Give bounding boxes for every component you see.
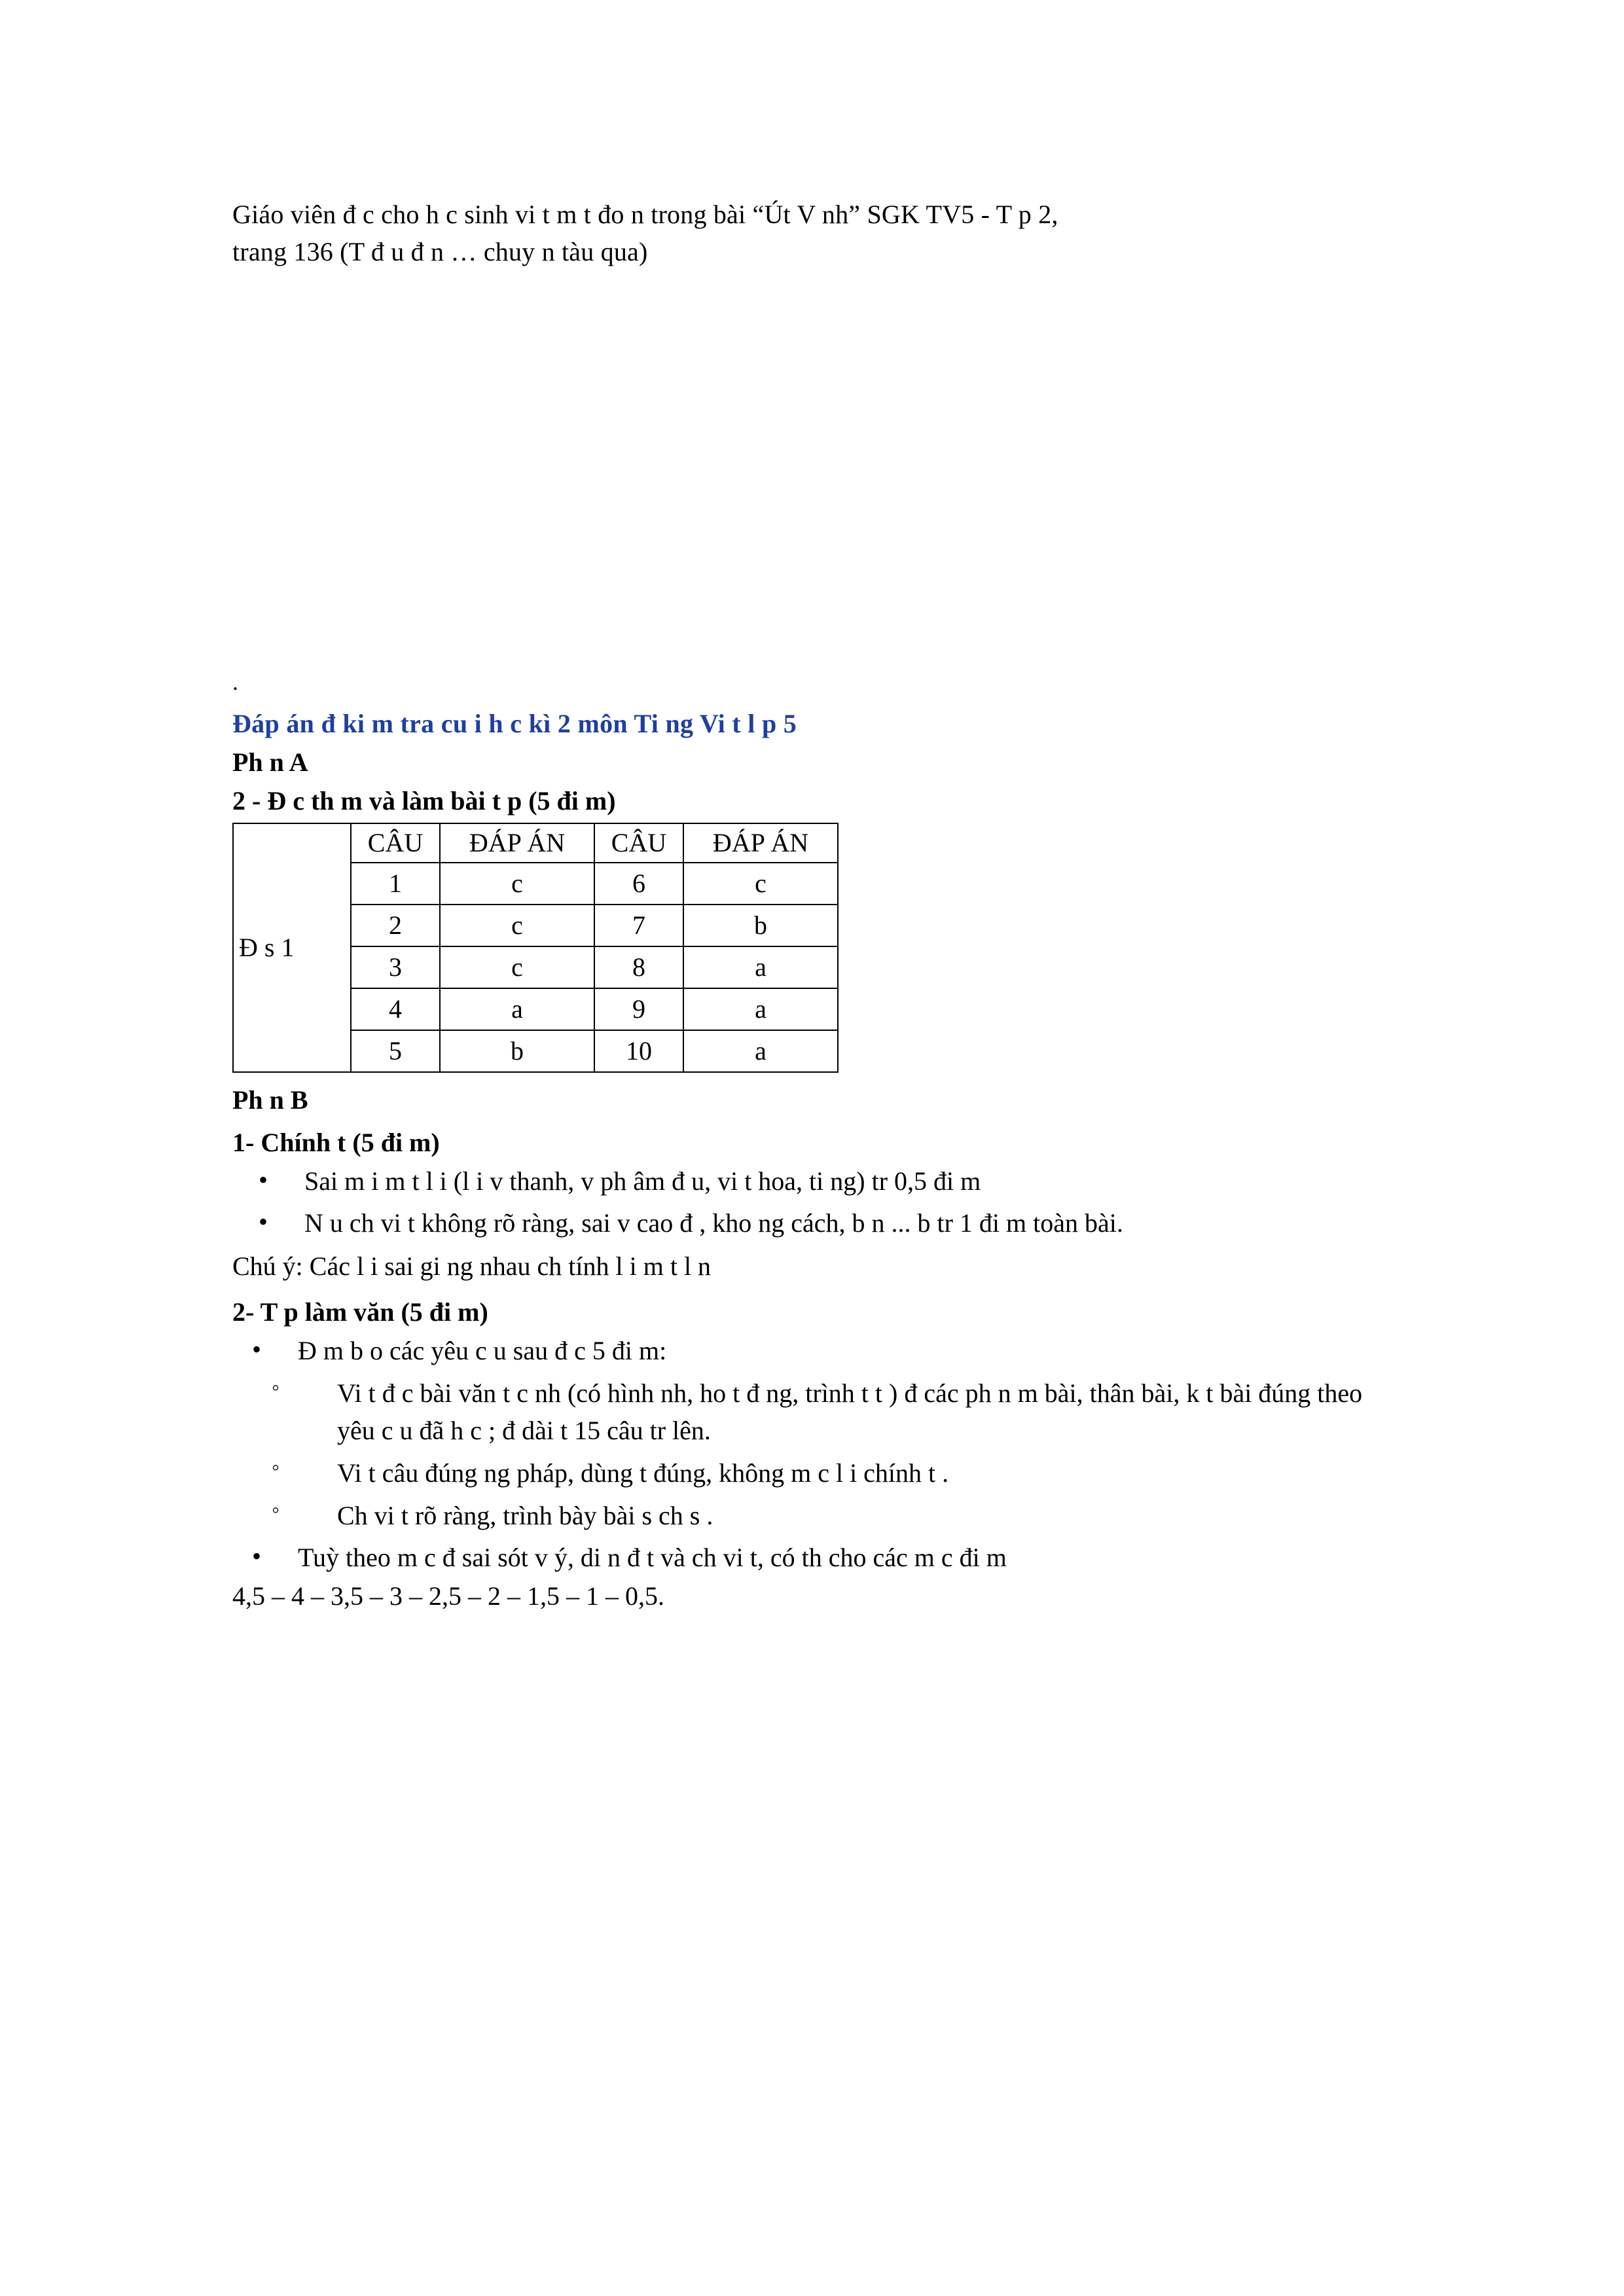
cell-answer: a [683, 946, 838, 988]
section-1-bullets [232, 1163, 1398, 1242]
answer-table-block [232, 823, 1398, 1073]
list-item: • Đ m b o các yêu c u sau đ c 5 đi m: [232, 1333, 1398, 1370]
list-item [232, 1539, 1398, 1577]
header-dapan-2: ĐÁP ÁN [683, 823, 838, 863]
document-body [232, 196, 1398, 1615]
cell-answer: c [440, 863, 594, 905]
cell-cau: 3 [351, 946, 440, 988]
cell-cau: 1 [351, 863, 440, 905]
header-cau-1: CÂU [351, 823, 440, 863]
section-1-note: Chú ý: Các l i sai gi ng nhau ch tính l i m t l n [232, 1251, 712, 1281]
header-dapan-1: ĐÁP ÁN [440, 823, 594, 863]
cell-cau: 2 [351, 905, 440, 946]
list-item: • N u ch vi t không rõ ràng, sai v cao đ , kho ng cách, b n ... b tr 1 đi m toàn bài. [232, 1205, 1398, 1242]
list-item: ◦ Vi t câu đúng ng pháp, dùng t đúng, không m c l i chính t . [232, 1455, 1398, 1492]
intro-line-2: trang 136 (T đ u đ n … chuy n tàu qua) [232, 236, 648, 266]
section-2-sub-bullets [232, 1375, 1398, 1534]
cell-cau: 4 [351, 988, 440, 1030]
score-line-2: 4,5 – 4 – 3,5 – 3 – 2,5 – 2 – 1,5 – 1 – 0,5. [232, 1581, 664, 1611]
intro-paragraph [232, 196, 1398, 271]
cell-answer: c [440, 905, 594, 946]
answer-table [232, 823, 839, 1073]
cell-answer: a [683, 1030, 838, 1072]
cell-cau: 5 [351, 1030, 440, 1072]
part-a-heading: Ph n A [232, 747, 308, 777]
cell-cau: 6 [594, 863, 683, 905]
section-1-heading: 1- Chính t (5 đi m) [232, 1127, 440, 1157]
score-line-1: Tuỳ theo m c đ sai sót v ý, di n đ t và ch vi t, có th cho các m c đi m [298, 1543, 1007, 1573]
section-2-bullets [232, 1333, 1398, 1370]
part-a-subheading: 2 - Đ c th m và làm bài t p (5 đi m) [232, 785, 616, 816]
table-row-header [233, 823, 838, 863]
answer-key-title: Đáp án đ ki m tra cu i h c kì 2 môn Ti ng Vi t l p 5 [232, 708, 797, 738]
section-2-heading: 2- T p làm văn (5 đi m) [232, 1297, 488, 1327]
cell-answer: b [440, 1030, 594, 1072]
cell-cau: 7 [594, 905, 683, 946]
list-item: • Sai m i m t l i (l i v thanh, v ph âm đ u, vi t hoa, ti ng) tr 0,5 đi m [232, 1163, 1398, 1200]
exam-code-label: Đ s 1 [233, 823, 351, 1072]
intro-line-1: Giáo viên đ c cho h c sinh vi t m t đo n trong bài “Út V nh” SGK TV5 - T p 2, [232, 200, 1058, 229]
cell-cau: 10 [594, 1030, 683, 1072]
cell-answer: c [683, 863, 838, 905]
cell-cau: 8 [594, 946, 683, 988]
cell-answer: a [440, 988, 594, 1030]
list-item: ◦ Ch vi t rõ ràng, trình bày bài s ch s . [232, 1498, 1398, 1535]
list-item: ◦ Vi t đ c bài văn t c nh (có hình nh, ho t đ ng, trình t t ) đ các ph n m bài, thân bài, k t bài đúng theo yêu c u đã h c ; đ dài t 15 câu tr lên. [232, 1375, 1398, 1450]
part-b-heading: Ph n B [232, 1085, 308, 1115]
cell-answer: b [683, 905, 838, 946]
header-cau-2: CÂU [594, 823, 683, 863]
cell-cau: 9 [594, 988, 683, 1030]
section-2-score-bullet [232, 1539, 1398, 1577]
cell-answer: c [440, 946, 594, 988]
cell-answer: a [683, 988, 838, 1030]
stray-period: . [232, 668, 238, 695]
